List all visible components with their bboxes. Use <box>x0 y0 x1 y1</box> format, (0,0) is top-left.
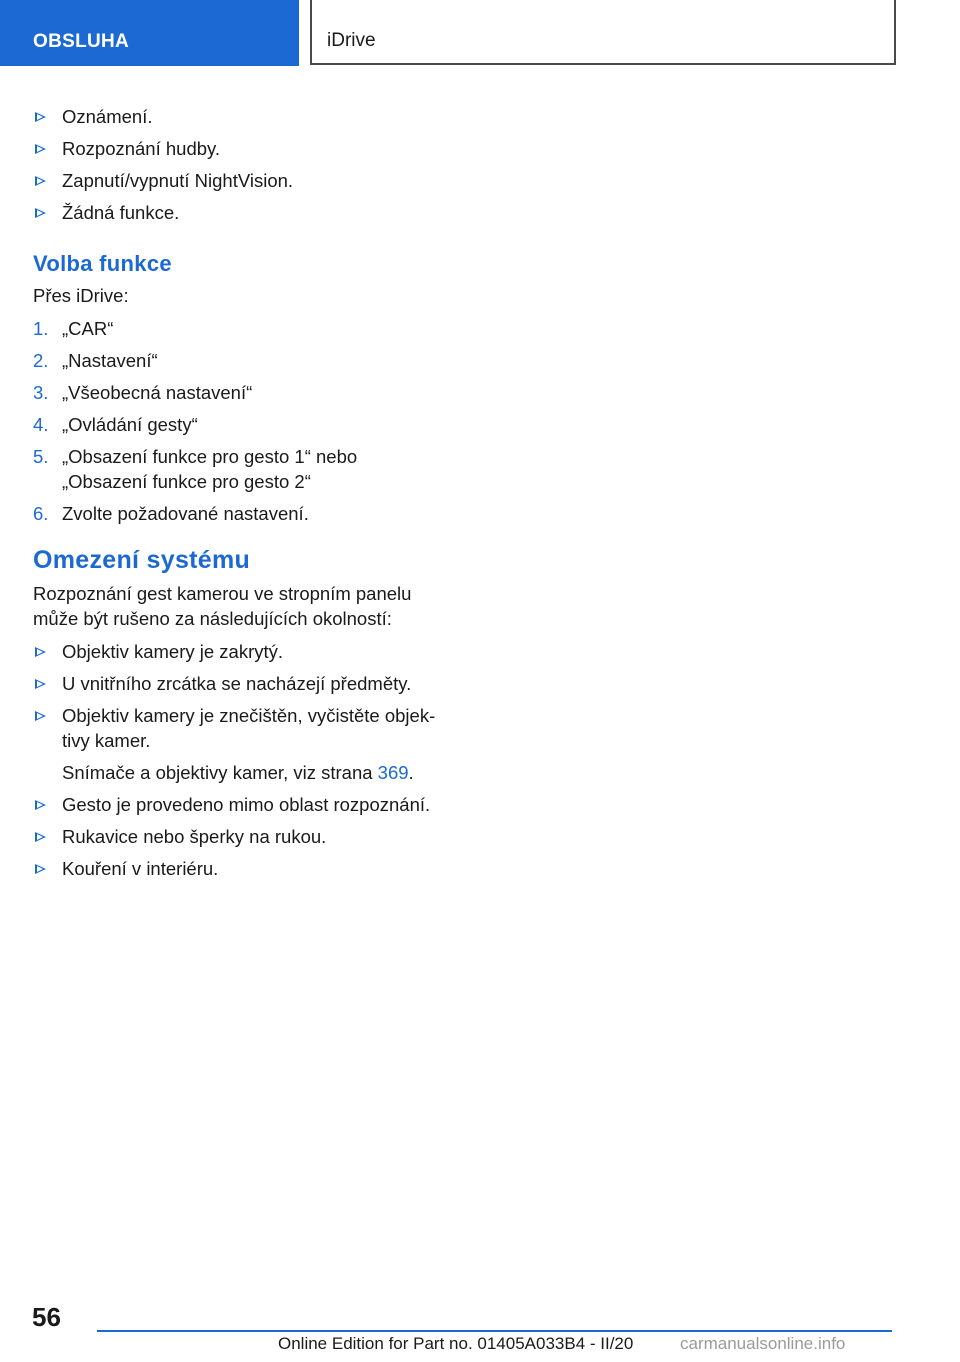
step-item: 6. Zvolte požadované nastavení. <box>33 503 309 524</box>
page-link[interactable]: 369 <box>377 762 409 783</box>
subsection-title: Volba funkce <box>33 251 172 276</box>
list-item: Kouření v interiéru. <box>33 856 453 881</box>
intro-text: Přes iDrive: <box>33 285 129 306</box>
step-number: 6. <box>33 503 49 524</box>
list-item: Rukavice nebo šperky na rukou. <box>33 824 453 849</box>
footer-divider <box>97 1330 892 1332</box>
triangle-bullet-icon <box>35 176 46 186</box>
page-header <box>0 0 960 66</box>
step-item: 1. „CAR“ <box>33 318 114 339</box>
list-item: Oznámení. <box>33 104 453 129</box>
steps-list <box>33 316 453 526</box>
triangle-bullet-icon <box>35 832 46 842</box>
limitations-list <box>33 639 453 753</box>
step-number: 4. <box>33 414 49 435</box>
step-item: 2. „Nastavení“ <box>33 350 158 371</box>
page-content <box>33 104 453 888</box>
page-number: 56 <box>32 1302 61 1332</box>
list-item: Objektiv kamery je zakrytý. <box>33 639 453 664</box>
list-item: Zapnutí/vypnutí NightVision. <box>33 168 453 193</box>
step-number: 3. <box>33 382 49 403</box>
triangle-bullet-icon <box>35 711 46 721</box>
section-tab: OBSLUHA <box>0 0 299 66</box>
triangle-bullet-icon <box>35 647 46 657</box>
function-list <box>33 104 453 225</box>
list-item: Objektiv kamery je znečištěn, vyčistěte objek‐tivy kamer. <box>33 703 453 753</box>
list-item: Žádná funkce. <box>33 200 453 225</box>
triangle-bullet-icon <box>35 800 46 810</box>
section-title: Omezení systému <box>33 546 251 574</box>
cross-reference-note: Snímače a objektivy kamer, viz strana 369. <box>62 762 414 783</box>
edition-text: Online Edition for Part no. 01405A033B4 - II/20 <box>278 1334 634 1353</box>
step-number: 5. <box>33 446 49 467</box>
step-item: 3. „Všeobecná nastavení“ <box>33 382 253 403</box>
triangle-bullet-icon <box>35 112 46 122</box>
triangle-bullet-icon <box>35 679 46 689</box>
step-item: 4. „Ovládání gesty“ <box>33 414 198 435</box>
limitations-list-continued <box>33 792 453 881</box>
list-item: U vnitřního zrcátka se nacházejí předměty. <box>33 671 453 696</box>
triangle-bullet-icon <box>35 864 46 874</box>
step-number: 1. <box>33 318 49 339</box>
chapter-tab: iDrive <box>310 0 896 65</box>
step-number: 2. <box>33 350 49 371</box>
triangle-bullet-icon <box>35 144 46 154</box>
list-item: Gesto je provedeno mimo oblast rozpoznání. <box>33 792 453 817</box>
triangle-bullet-icon <box>35 208 46 218</box>
watermark: carmanualsonline.info <box>680 1334 846 1353</box>
step-item: 5. „Obsazení funkce pro gesto 1“ nebo „Obsazení funkce pro gesto 2“ <box>33 446 358 492</box>
list-item: Rozpoznání hudby. <box>33 136 453 161</box>
intro-text: Rozpoznání gest kamerou ve stropním panelu může být rušeno za následujících okolností: <box>33 583 412 629</box>
